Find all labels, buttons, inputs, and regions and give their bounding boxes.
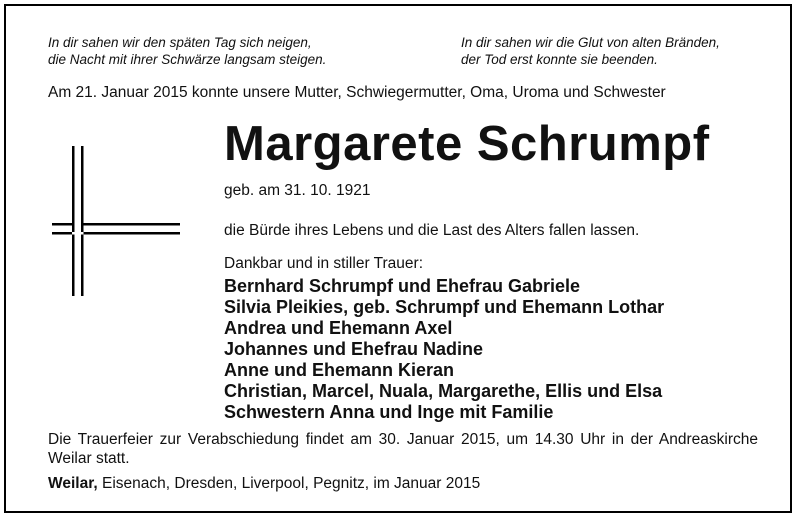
burden-text: die Bürde ihres Lebens und die Last des Alters fallen lassen. xyxy=(224,222,640,239)
closing-place: Weilar, xyxy=(48,475,98,492)
deceased-name: Margarete Schrumpf xyxy=(224,117,710,171)
obituary-notice xyxy=(4,4,792,513)
ceremony-info: Die Trauerfeier zur Verabschiedung findet am 30. Januar 2015, um 14.30 Uhr in der Andreaskirche Weilar statt. xyxy=(48,431,758,467)
poem-left xyxy=(48,34,326,68)
poem-right-line: In dir sahen wir die Glut von alten Bränden, xyxy=(461,35,720,50)
closing-locations: Eisenach, Dresden, Liverpool, Pegnitz, im Januar 2015 xyxy=(97,475,481,492)
mourners-list xyxy=(224,276,664,423)
poem-left-line: die Nacht mit ihrer Schwärze langsam steigen. xyxy=(48,52,327,67)
poem-right xyxy=(461,34,720,68)
closing-line xyxy=(48,475,480,493)
cross-icon xyxy=(52,146,180,296)
intro-text: Am 21. Januar 2015 konnte unsere Mutter, Schwiegermutter, Oma, Uroma und Schwester xyxy=(48,84,666,101)
mourner-line: Anne und Ehemann Kieran xyxy=(224,360,455,380)
poem-left-line: In dir sahen wir den späten Tag sich neigen, xyxy=(48,35,312,50)
mourner-line: Schwestern Anna und Inge mit Familie xyxy=(224,402,554,422)
mourner-line: Silvia Pleikies, geb. Schrumpf und Ehemann Lothar xyxy=(224,297,665,317)
mourner-line: Christian, Marcel, Nuala, Margarethe, Ellis und Elsa xyxy=(224,381,663,401)
mourner-line: Bernhard Schrumpf und Ehefrau Gabriele xyxy=(224,276,581,296)
birth-date: geb. am 31. 10. 1921 xyxy=(224,182,371,199)
thanks-heading: Dankbar und in stiller Trauer: xyxy=(224,255,424,272)
poem-right-line: der Tod erst konnte sie beenden. xyxy=(461,52,658,67)
mourner-line: Andrea und Ehemann Axel xyxy=(224,318,453,338)
mourner-line: Johannes und Ehefrau Nadine xyxy=(224,339,484,359)
